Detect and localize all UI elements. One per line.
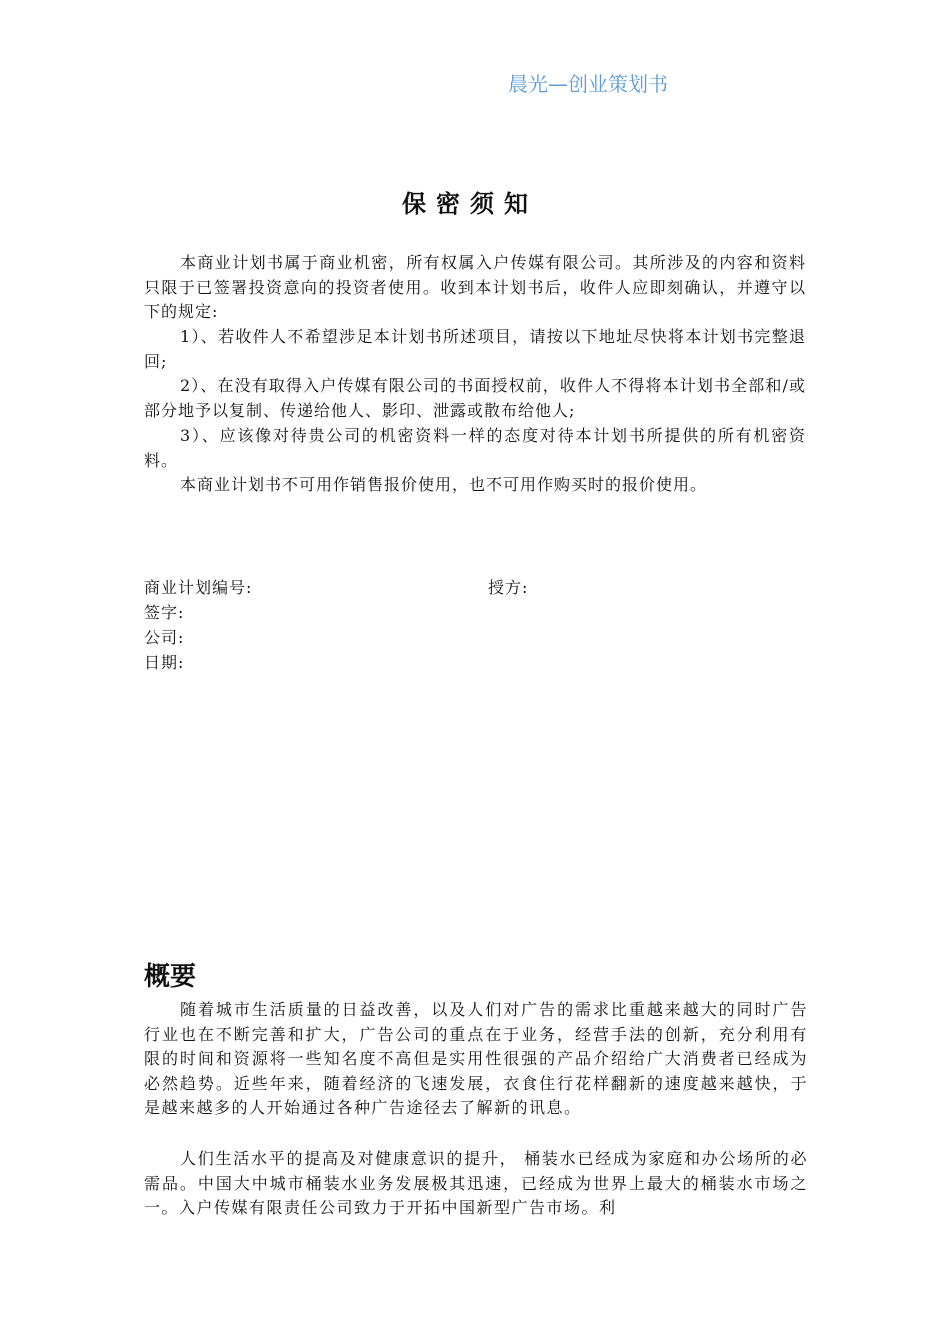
- signature-label: 签字:: [144, 603, 185, 622]
- header-title: 晨光—创业策划书: [508, 72, 668, 96]
- company-label: 公司:: [144, 628, 185, 647]
- notice-rule-2: 2）、在没有取得入户传媒有限公司的书面授权前，收件人不得将本计划书全部和/或部分地予以复制、传递给他人、影印、泄露或散布给他人;: [144, 376, 806, 420]
- notice-title: 保密须知: [402, 190, 538, 218]
- summary-paragraph-2: 人们生活水平的提高及对健康意识的提升， 桶装水已经成为家庭和办公场所的必需品。中国大中城市桶装水业务发展极其迅速，已经成为世界上最大的桶装水市场之一。入户传媒有限责任公司致力于开拓中国新型广告市场。利: [144, 1149, 808, 1217]
- date-label: 日期:: [144, 653, 185, 672]
- notice-rule-1: 1）、若收件人不希望涉足本计划书所述项目，请按以下地址尽快将本计划书完整退回;: [144, 327, 806, 371]
- grantor-label: 授方:: [488, 578, 529, 597]
- notice-closing: 本商业计划书不可用作销售报价使用，也不可用作购买时的报价使用。: [180, 475, 708, 494]
- plan-number-label: 商业计划编号:: [144, 578, 253, 597]
- notice-rule-3: 3）、应该像对待贵公司的机密资料一样的态度对待本计划书所提供的所有机密资料。: [144, 426, 806, 470]
- summary-paragraph-1: 随着城市生活质量的日益改善，以及人们对广告的需求比重越来越大的同时广告行业也在不断完善和扩大，广告公司的重点在于业务，经营手法的创新，充分利用有限的时间和资源将一些知名度不高但是实用性很强的产品介绍给广大消费者已经成为必然趋势。近些年来，随着经济的飞速发展，衣食住行花样翻新的速度越来越快，于是越来越多的人开始通过各种广告途径去了解新的讯息。: [144, 1000, 808, 1117]
- summary-heading: 概要: [144, 962, 197, 992]
- notice-intro: 本商业计划书属于商业机密，所有权属入户传媒有限公司。其所涉及的内容和资料只限于已签署投资意向的投资者使用。收到本计划书后，收件人应即刻确认，并遵守以下的规定:: [144, 253, 806, 321]
